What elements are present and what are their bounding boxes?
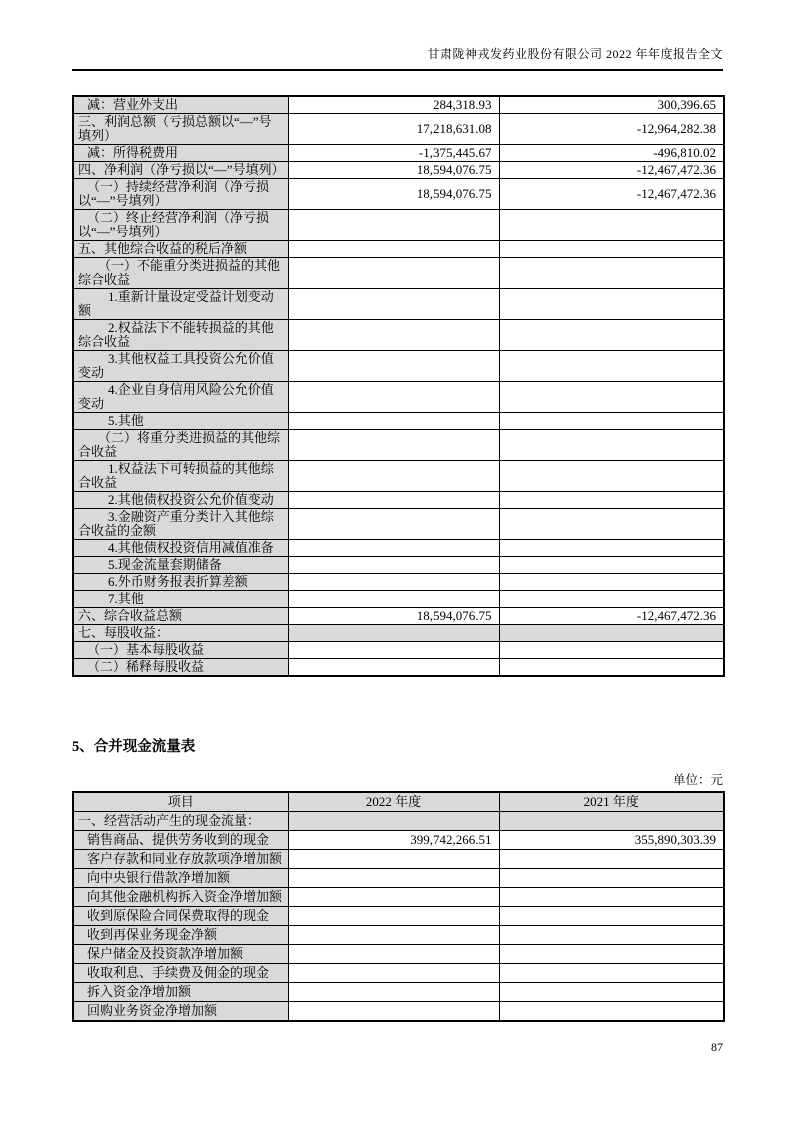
item-label-cell: 六、综合收益总额 xyxy=(73,608,288,625)
value-2021-cell xyxy=(499,983,724,1002)
section-title: 5、合并现金流量表 xyxy=(72,739,196,755)
value-2021-cell xyxy=(499,351,724,382)
value-2022-cell xyxy=(288,812,499,831)
item-label-cell: 一、经营活动产生的现金流量： xyxy=(73,812,288,831)
table-row xyxy=(73,659,724,677)
value-2022-cell xyxy=(288,509,499,540)
value-2022-cell xyxy=(288,625,499,642)
value-2022-cell xyxy=(288,320,499,351)
value-2022-cell xyxy=(288,591,499,608)
value-2021-cell xyxy=(499,591,724,608)
value-2022-cell xyxy=(288,557,499,574)
item-label-cell: 2.其他债权投资公允价值变动 xyxy=(73,492,288,509)
page-header-title: 甘肃陇神戎发药业股份有限公司 2022 年年度报告全文 xyxy=(427,47,723,61)
value-2021-cell: -12,467,472.36 xyxy=(499,608,724,625)
value-2022-cell: 399,742,266.51 xyxy=(288,831,499,850)
item-label-cell: 1.重新计量设定受益计划变动额 xyxy=(73,289,288,320)
table-row xyxy=(73,945,724,964)
value-2022-cell xyxy=(288,964,499,983)
value-2021-cell xyxy=(499,642,724,659)
value-2021-cell xyxy=(499,320,724,351)
table-row xyxy=(73,430,724,461)
table-row xyxy=(73,382,724,413)
value-2022-cell: 18,594,076.75 xyxy=(288,162,499,179)
item-label-cell: 七、每股收益： xyxy=(73,625,288,642)
item-label-cell: 减：营业外支出 xyxy=(73,96,288,114)
value-2021-cell: 355,890,303.39 xyxy=(499,831,724,850)
value-2022-cell: 18,594,076.75 xyxy=(288,179,499,210)
item-label-cell: 减：所得税费用 xyxy=(73,145,288,162)
value-2021-cell xyxy=(499,964,724,983)
table-row xyxy=(73,642,724,659)
table-row xyxy=(73,210,724,241)
item-label-cell: （一）不能重分类进损益的其他综合收益 xyxy=(73,258,288,289)
table-row xyxy=(73,1002,724,1022)
value-2022-cell xyxy=(288,241,499,258)
value-2022-cell xyxy=(288,492,499,509)
unit-label: 单位：元 xyxy=(672,773,723,787)
value-2021-cell xyxy=(499,625,724,642)
value-2021-cell xyxy=(499,289,724,320)
value-2021-cell xyxy=(499,850,724,869)
value-2021-cell xyxy=(499,461,724,492)
value-2021-cell xyxy=(499,888,724,907)
value-2022-cell xyxy=(288,540,499,557)
value-2022-cell xyxy=(288,382,499,413)
table-row xyxy=(73,289,724,320)
value-2021-cell xyxy=(499,241,724,258)
value-2022-cell xyxy=(288,659,499,677)
item-label-cell: 回购业务资金净增加额 xyxy=(73,1002,288,1022)
table-row xyxy=(73,926,724,945)
table-row xyxy=(73,888,724,907)
table-row xyxy=(73,145,724,162)
value-2021-cell: -12,467,472.36 xyxy=(499,179,724,210)
item-label-cell: 1.权益法下可转损益的其他综合收益 xyxy=(73,461,288,492)
item-label-cell: 2.权益法下不能转损益的其他综合收益 xyxy=(73,320,288,351)
item-label-cell: 收到再保业务现金净额 xyxy=(73,926,288,945)
table-row xyxy=(73,964,724,983)
table-row xyxy=(73,625,724,642)
item-label-cell: 销售商品、提供劳务收到的现金 xyxy=(73,831,288,850)
value-2022-cell: 17,218,631.08 xyxy=(288,114,499,145)
table-row xyxy=(73,241,724,258)
column-header-2021: 2021 年度 xyxy=(499,792,724,812)
table-header-row xyxy=(73,792,724,812)
table-row xyxy=(73,162,724,179)
value-2022-cell xyxy=(288,926,499,945)
item-label-cell: 客户存款和同业存放款项净增加额 xyxy=(73,850,288,869)
value-2021-cell xyxy=(499,540,724,557)
value-2021-cell xyxy=(499,413,724,430)
item-label-cell: （一）持续经营净利润（净亏损以“—”号填列） xyxy=(73,179,288,210)
value-2021-cell xyxy=(499,430,724,461)
table-row xyxy=(73,983,724,1002)
value-2022-cell: 18,594,076.75 xyxy=(288,608,499,625)
item-label-cell: 4.其他债权投资信用减值准备 xyxy=(73,540,288,557)
table-row xyxy=(73,591,724,608)
income-statement-table xyxy=(72,95,725,677)
value-2021-cell xyxy=(499,557,724,574)
table-row xyxy=(73,831,724,850)
header-rule xyxy=(72,69,723,71)
value-2022-cell xyxy=(288,461,499,492)
item-label-cell: 三、利润总额（亏损总额以“—”号填列） xyxy=(73,114,288,145)
value-2022-cell xyxy=(288,430,499,461)
item-label-cell: （二）将重分类进损益的其他综合收益 xyxy=(73,430,288,461)
table-row xyxy=(73,258,724,289)
item-label-cell: 向其他金融机构拆入资金净增加额 xyxy=(73,888,288,907)
value-2022-cell: -1,375,445.67 xyxy=(288,145,499,162)
item-label-cell: 6.外币财务报表折算差额 xyxy=(73,574,288,591)
value-2021-cell xyxy=(499,869,724,888)
table-row xyxy=(73,608,724,625)
item-label-cell: （二）终止经营净利润（净亏损以“—”号填列） xyxy=(73,210,288,241)
item-label-cell: 4.企业自身信用风险公允价值变动 xyxy=(73,382,288,413)
value-2021-cell xyxy=(499,1002,724,1022)
value-2021-cell: -496,810.02 xyxy=(499,145,724,162)
item-label-cell: 拆入资金净增加额 xyxy=(73,983,288,1002)
value-2022-cell xyxy=(288,869,499,888)
value-2021-cell xyxy=(499,907,724,926)
table-row xyxy=(73,540,724,557)
table-row xyxy=(73,96,724,114)
item-label-cell: 保户储金及投资款净增加额 xyxy=(73,945,288,964)
value-2021-cell xyxy=(499,926,724,945)
value-2022-cell xyxy=(288,413,499,430)
column-header-2022: 2022 年度 xyxy=(288,792,499,812)
column-header-item: 项目 xyxy=(73,792,288,812)
value-2021-cell xyxy=(499,812,724,831)
item-label-cell: 5.现金流量套期储备 xyxy=(73,557,288,574)
value-2022-cell xyxy=(288,888,499,907)
value-2021-cell xyxy=(499,492,724,509)
table-row xyxy=(73,114,724,145)
value-2021-cell xyxy=(499,258,724,289)
table-row xyxy=(73,574,724,591)
value-2022-cell xyxy=(288,210,499,241)
value-2022-cell xyxy=(288,850,499,869)
value-2021-cell xyxy=(499,210,724,241)
table-row xyxy=(73,509,724,540)
value-2022-cell xyxy=(288,258,499,289)
table-row xyxy=(73,320,724,351)
value-2021-cell xyxy=(499,509,724,540)
item-label-cell: （二）稀释每股收益 xyxy=(73,659,288,677)
value-2021-cell: -12,467,472.36 xyxy=(499,162,724,179)
value-2021-cell xyxy=(499,574,724,591)
item-label-cell: 收到原保险合同保费取得的现金 xyxy=(73,907,288,926)
item-label-cell: 五、其他综合收益的税后净额 xyxy=(73,241,288,258)
table-row xyxy=(73,812,724,831)
table-row xyxy=(73,492,724,509)
item-label-cell: 向中央银行借款净增加额 xyxy=(73,869,288,888)
value-2021-cell xyxy=(499,945,724,964)
item-label-cell: 3.金融资产重分类计入其他综合收益的金额 xyxy=(73,509,288,540)
table-row xyxy=(73,850,724,869)
table-row xyxy=(73,179,724,210)
table-row xyxy=(73,461,724,492)
page-number: 87 xyxy=(711,1040,723,1054)
table-row xyxy=(73,557,724,574)
item-label-cell: 7.其他 xyxy=(73,591,288,608)
value-2021-cell xyxy=(499,382,724,413)
value-2022-cell xyxy=(288,907,499,926)
table-row xyxy=(73,413,724,430)
value-2022-cell xyxy=(288,642,499,659)
value-2022-cell xyxy=(288,945,499,964)
value-2021-cell: -12,964,282.38 xyxy=(499,114,724,145)
value-2022-cell xyxy=(288,983,499,1002)
value-2021-cell xyxy=(499,659,724,677)
item-label-cell: 收取利息、手续费及佣金的现金 xyxy=(73,964,288,983)
value-2022-cell: 284,318.93 xyxy=(288,96,499,114)
value-2022-cell xyxy=(288,1002,499,1022)
item-label-cell: 3.其他权益工具投资公允价值变动 xyxy=(73,351,288,382)
table-row xyxy=(73,869,724,888)
table-row xyxy=(73,351,724,382)
value-2021-cell: 300,396.65 xyxy=(499,96,724,114)
value-2022-cell xyxy=(288,351,499,382)
table-row xyxy=(73,907,724,926)
value-2022-cell xyxy=(288,289,499,320)
value-2022-cell xyxy=(288,574,499,591)
cash-flow-table xyxy=(72,791,725,1022)
item-label-cell: 5.其他 xyxy=(73,413,288,430)
item-label-cell: 四、净利润（净亏损以“—”号填列） xyxy=(73,162,288,179)
item-label-cell: （一）基本每股收益 xyxy=(73,642,288,659)
